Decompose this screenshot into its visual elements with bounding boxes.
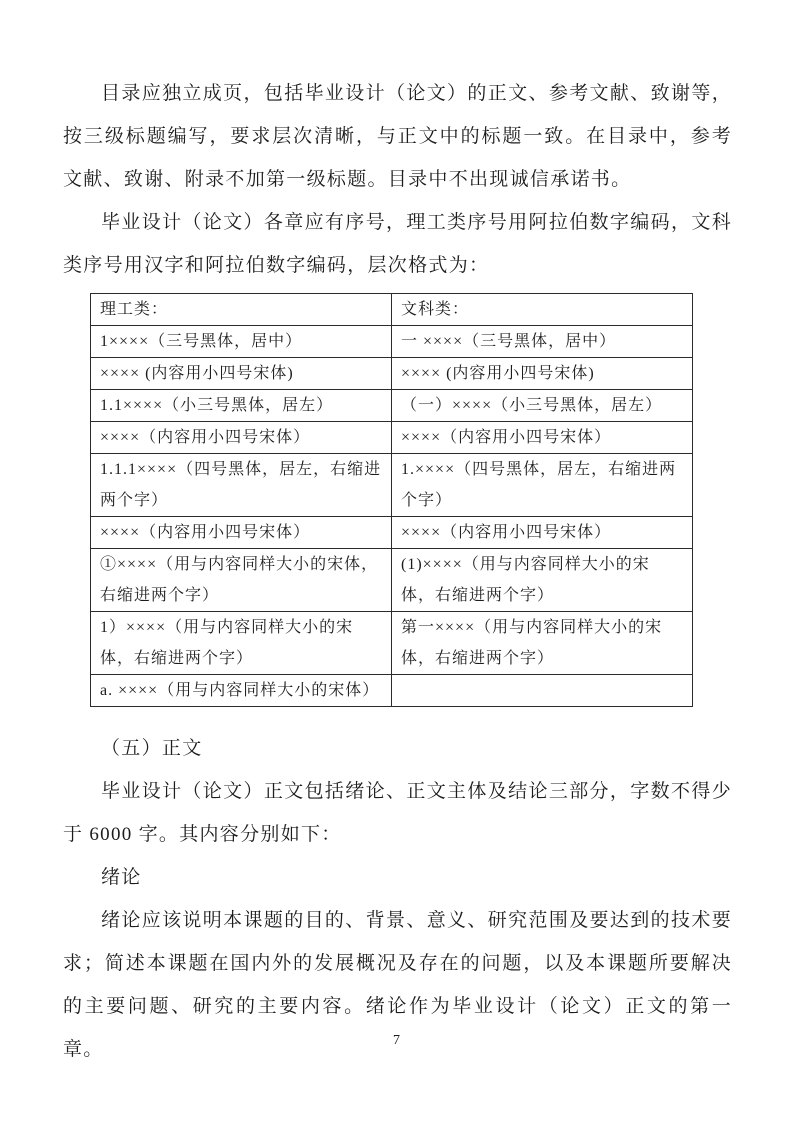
table-cell: 1.1.1××××（四号黑体，居左，右缩进两个字） [91, 454, 392, 517]
table-cell: (1)××××（用与内容同样大小的宋体，右缩进两个字） [392, 549, 693, 612]
table-row [91, 454, 693, 517]
heading-format-table [90, 293, 693, 707]
table-cell: 一 ××××（三号黑体，居中） [392, 326, 693, 358]
page-number: 7 [393, 1033, 400, 1048]
table-cell: 第一××××（用与内容同样大小的宋体，右缩进两个字） [392, 612, 693, 675]
table-cell: ××××（内容用小四号宋体） [392, 422, 693, 454]
column-header-science: 理工类： [91, 294, 392, 326]
page-content [63, 72, 732, 1071]
table-row [91, 517, 693, 549]
table-cell [392, 675, 693, 707]
section-heading-main-text: （五）正文 [101, 738, 203, 759]
table-cell: ××××（内容用小四号宋体） [91, 422, 392, 454]
table-cell: ①××××（用与内容同样大小的宋体，右缩进两个字） [91, 549, 392, 612]
table-row [91, 326, 693, 358]
paragraph-main-text-intro: 毕业设计（论文）正文包括绪论、正文主体及结论三部分，字数不得少于 6000 字。其内容分别如下： [63, 781, 732, 845]
table-cell: 1.1××××（小三号黑体，居左） [91, 390, 392, 422]
table-row [91, 675, 693, 707]
subsection-label-introduction: 绪论 [101, 867, 142, 888]
table-header-row [91, 294, 693, 326]
table-row [91, 612, 693, 675]
table-cell: ×××× (内容用小四号宋体) [91, 358, 392, 390]
table-cell: 1）××××（用与内容同样大小的宋体，右缩进两个字） [91, 612, 392, 675]
table-cell: ×××× (内容用小四号宋体) [392, 358, 693, 390]
table-row [91, 422, 693, 454]
paragraph-introduction-description: 绪论应该说明本课题的目的、背景、意义、研究范围及要达到的技术要求；简述本课题在国内外的发展概况及存在的问题，以及本课题所要解决的主要问题、研究的主要内容。绪论作为毕业设计（论文）正文的第一章。 [63, 910, 732, 1060]
paragraph-chapter-numbering: 毕业设计（论文）各章应有序号，理工类序号用阿拉伯数字编码，文科类序号用汉字和阿拉伯数字编码，层次格式为： [63, 212, 732, 276]
table-row [91, 358, 693, 390]
table-cell: ××××（内容用小四号宋体） [392, 517, 693, 549]
table-row [91, 390, 693, 422]
table-cell: ××××（内容用小四号宋体） [91, 517, 392, 549]
table-cell: a. ××××（用与内容同样大小的宋体） [91, 675, 392, 707]
table-row [91, 549, 693, 612]
table-cell: 1××××（三号黑体，居中） [91, 326, 392, 358]
table-cell: （一）××××（小三号黑体，居左） [392, 390, 693, 422]
paragraph-toc-rules: 目录应独立成页，包括毕业设计（论文）的正文、参考文献、致谢等，按三级标题编写，要求层次清晰，与正文中的标题一致。在目录中，参考文献、致谢、附录不加第一级标题。目录中不出现诚信承诺书。 [63, 83, 732, 190]
table-cell: 1.××××（四号黑体，居左，右缩进两个字） [392, 454, 693, 517]
column-header-liberal-arts: 文科类： [392, 294, 693, 326]
